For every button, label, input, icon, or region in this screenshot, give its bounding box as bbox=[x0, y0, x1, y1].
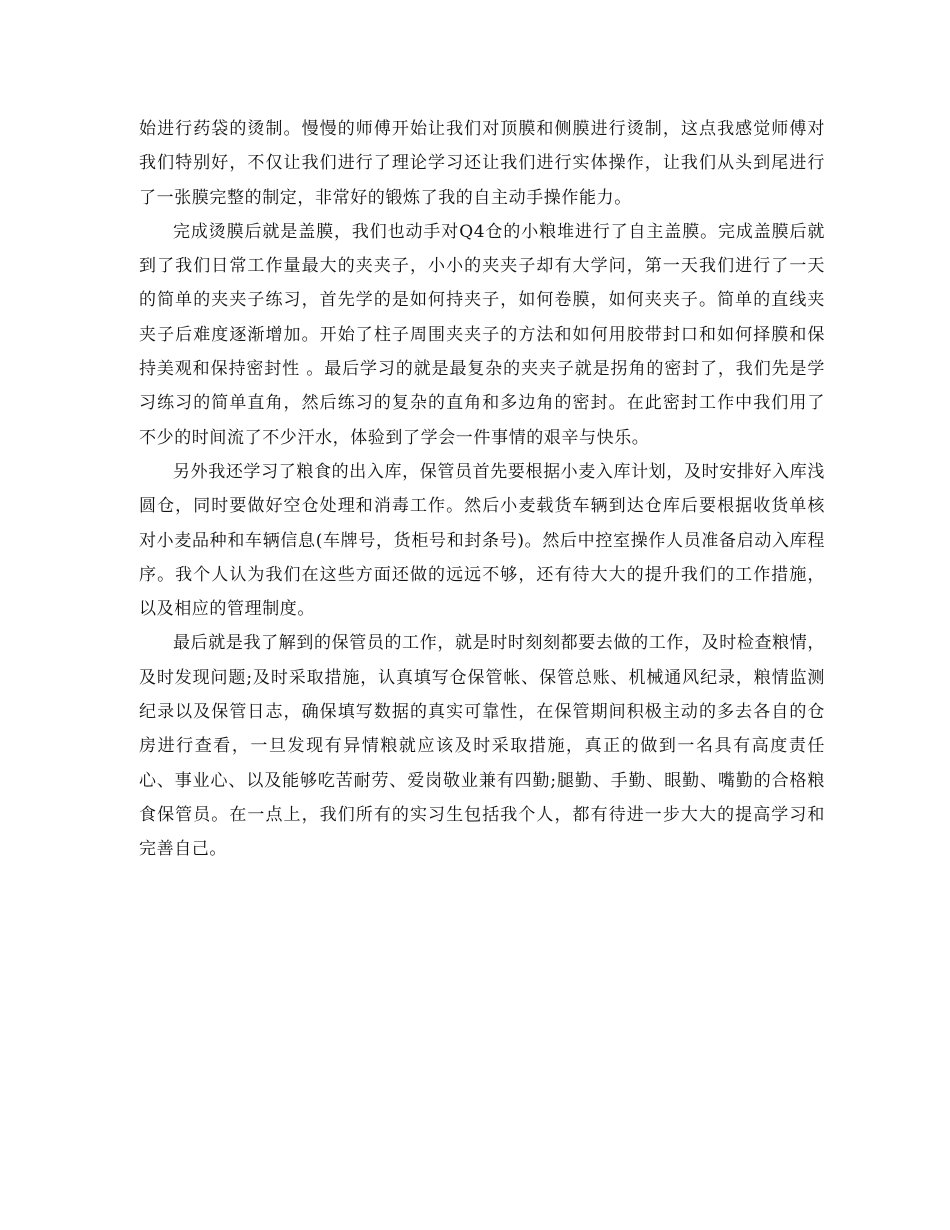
paragraph-continued: 始进行药袋的烫制。慢慢的师傅开始让我们对顶膜和侧膜进行烫制，这点我感觉师傅对我们特别好，不仅让我们进行了理论学习还让我们进行实体操作，让我们从头到尾进行了一张膜完整的制定，非常好的锻炼了我的自主动手操作能力。 bbox=[139, 119, 825, 208]
paragraph-covering-film: 完成烫膜后就是盖膜，我们也动手对Q4仓的小粮堆进行了自主盖膜。完成盖膜后就到了我们日常工作量最大的夹夹子，小小的夹夹子却有大学问，第一天我们进行了一天的简单的夹夹子练习，首先学的是如何持夹子，如何卷膜，如何夹夹子。简单的直线夹夹子后难度逐渐增加。开始了柱子周围夹夹子的方法和如何用胶带封口和如何择膜和保持美观和保持密封性 。最后学习的就是最复杂的夹夹子就是拐角的密封了，我们先是学习练习的简单直角，然后练习的复杂的直角和多边角的密封。在此密封工作中我们用了不少的时间流了不少汗水，体验到了学会一件事情的艰辛与快乐。 bbox=[139, 221, 825, 448]
paragraph-keeper-duties: 最后就是我了解到的保管员的工作，就是时时刻刻都要去做的工作，及时检查粮情，及时发现问题;及时采取措施，认真填写仓保管帐、保管总账、机械通风纪录，粮情监测纪录以及保管日志，确保填写数据的真实可靠性，在保管期间积极主动的多去各自的仓房进行查看，一旦发现有异情粮就应该及时采取措施，真正的做到一名具有高度责任心、事业心、以及能够吃苦耐劳、爱岗敬业兼有四勤;腿勤、手勤、眼勤、嘴勤的合格粮食保管员。在一点上，我们所有的实习生包括我个人，都有待进一步大大的提高学习和完善自己。 bbox=[139, 633, 825, 860]
paragraph-grain-storage: 另外我还学习了粮食的出入库，保管员首先要根据小麦入库计划，及时安排好入库浅圆仓，同时要做好空仓处理和消毒工作。然后小麦载货车辆到达仓库后要根据收货单核对小麦品种和车辆信息(车牌号，货柜号和封条号)。然后中控室操作人员准备启动入库程序。我个人认为我们在这些方面还做的远远不够，还有待大大的提升我们的工作措施，以及相应的管理制度。 bbox=[139, 461, 825, 620]
document-body bbox=[139, 112, 825, 867]
